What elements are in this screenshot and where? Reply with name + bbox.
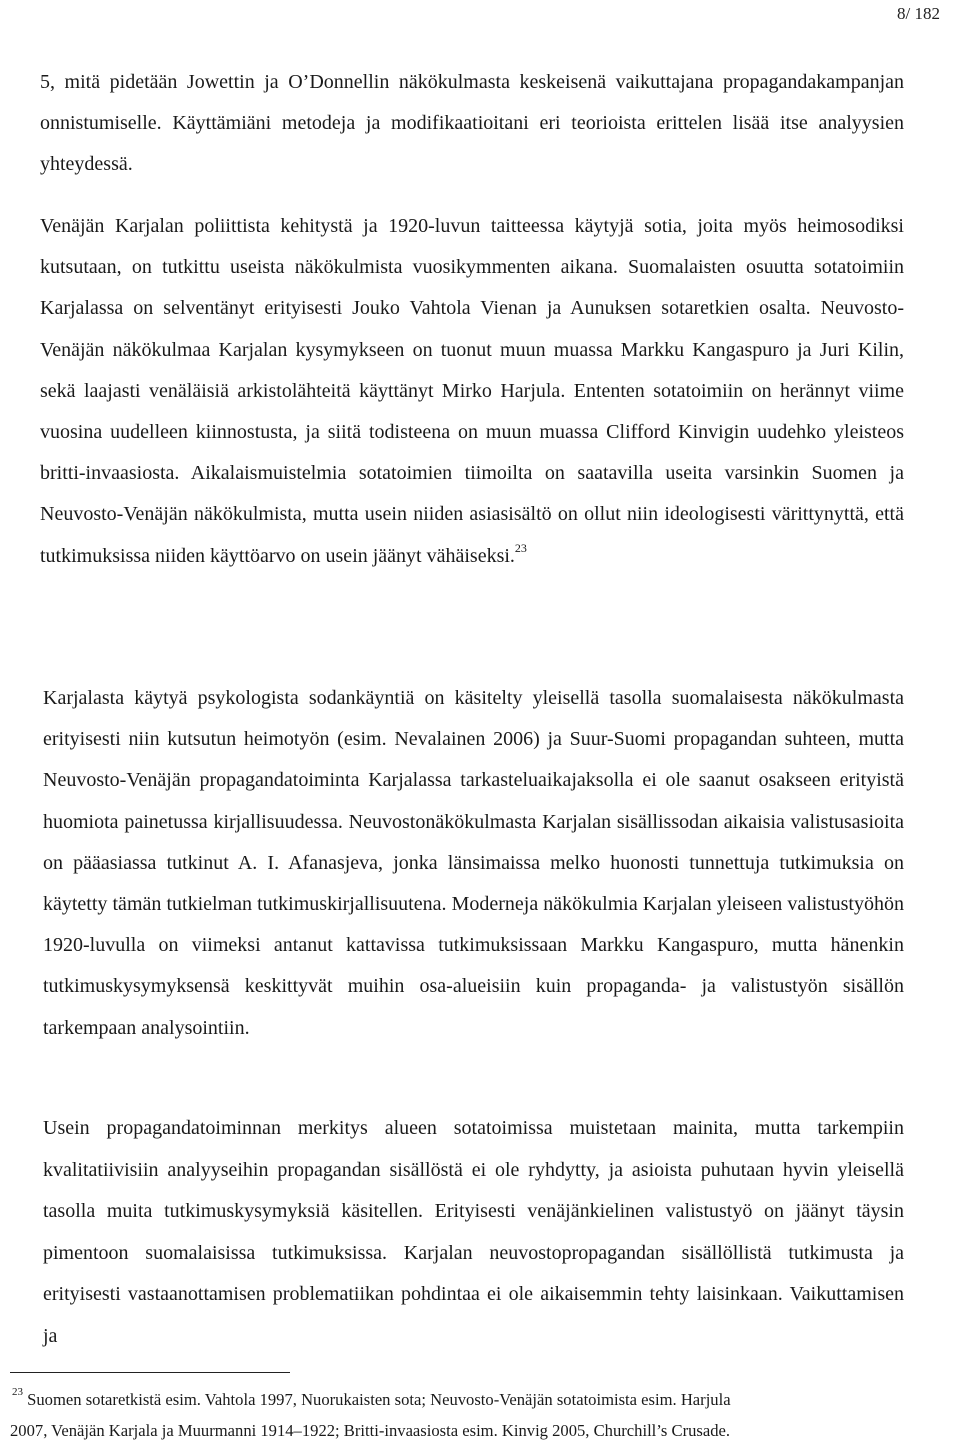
paragraph-2 <box>40 206 904 577</box>
footnote <box>10 1384 930 1446</box>
page-number: 8/ 182 <box>897 4 940 23</box>
footnote-divider <box>10 1372 290 1373</box>
paragraph-4 <box>43 1108 904 1357</box>
footnote-line-1-text: Suomen sotaretkistä esim. Vahtola 1997, Nuorukaisten sota; Neuvosto-Venäjän sotatoimista esim. Harjula <box>27 1390 731 1409</box>
footnote-number: 23 <box>12 1386 23 1399</box>
paragraph-2-text: Venäjän Karjalan poliittista kehitystä ja 1920-luvun taitteessa käytyjä sotia, joita myös heimosodiksi kutsutaan, on tutkittu useista näkökulmista vuosikymmenten aikana. Suomalaisten osuutta sotatoimiin Karjalassa on selventänyt erityisesti Jouko Vahtola Vienan ja Aunuksen sotaretkien osalta. Neuvosto-Venäjän näkökulmaa Karjalan kysymykseen on tuonut muun muassa Markku Kangaspuro ja Juri Kilin, sekä laajasti venäläisiä arkistolähteitä käyttänyt Mirko Harjula. Ententen sotatoimiin on herännyt viime vuosina uudelleen kiinnostusta, ja siitä todisteena on muun muassa Clifford Kinvigin uudehko yleisteos britti-invaasiosta. Aikalaismuistelmia sotatoimien tiimoilta on saatavilla useita varsinkin Suomen ja Neuvosto-Venäjän näkökulmista, mutta usein niiden asiasisältö on ollut niin ideologisesti värittynyttä, että tutkimuksissa niiden käyttöarvo on usein jäänyt vähäiseksi. <box>40 215 904 567</box>
paragraph-4-text: Usein propagandatoiminnan merkitys alueen sotatoimissa muistetaan mainita, mutta tarkempiin kvalitatiivisiin analyyseihin propagandan sisällöstä ei ole ryhdytty, ja asioista puhutaan hyvin yleisellä tasolla muita tutkimuskysymyksiä käsitellen. Erityisesti venäjänkielinen valistustyö on jäänyt täysin pimentoon suomalaisissa tutkimuksissa. Karjalan neuvostopropagandan sisällöllistä tutkimusta ja erityisesti vastaanottamisen problematiikan pohdintaa ei ole aikaisemmin tehty laisinkaan. Vaikuttamisen ja <box>43 1117 904 1347</box>
footnote-line-1 <box>10 1384 930 1415</box>
paragraph-1 <box>40 62 904 186</box>
paragraph-3 <box>43 678 904 1049</box>
paragraph-3-text: Karjalasta käytyä psykologista sodankäyntiä on käsitelty yleisellä tasolla suomalaisesta näkökulmasta erityisesti niin kutsutun heimotyön (esim. Nevalainen 2006) ja Suur-Suomi propagandan suhteen, mutta Neuvosto-Venäjän propagandatoiminta Karjalassa tarkasteluaikajaksolla ei ole saanut osakseen erityistä huomiota painetussa kirjallisuudessa. Neuvostonäkökulmasta Karjalan sisällissodan aikaisia valistusasioita on pääasiassa tutkinut A. I. Afanasjeva, jonka länsimaissa melko huonosti tunnettuja tutkimuksia on käytetty tämän tutkielman tutkimuskirjallisuutena. Moderneja näkökulmia Karjalan yleiseen valistustyöhön 1920-luvulla on viimeksi antanut kattavissa tutkimuksissaan Markku Kangaspuro, mutta hänenkin tutkimuskysymyksensä keskittyvät muihin osa-alueisiin kuin propaganda- ja valistustyön sisällön tarkempaan analysointiin. <box>43 687 904 1039</box>
paragraph-1-text: 5, mitä pidetään Jowettin ja O’Donnellin näkökulmasta keskeisenä vaikuttajana propagandakampanjan onnistumiselle. Käyttämiäni metodeja ja modifikaatioitani eri teorioista erittelen lisää itse analyysien yhteydessä. <box>40 71 904 176</box>
footnote-line-2: 2007, Venäjän Karjala ja Muurmanni 1914–1922; Britti-invaasiosta esim. Kinvig 2005, Churchill’s Crusade. <box>10 1421 731 1440</box>
footnote-reference[interactable]: 23 <box>514 540 527 555</box>
